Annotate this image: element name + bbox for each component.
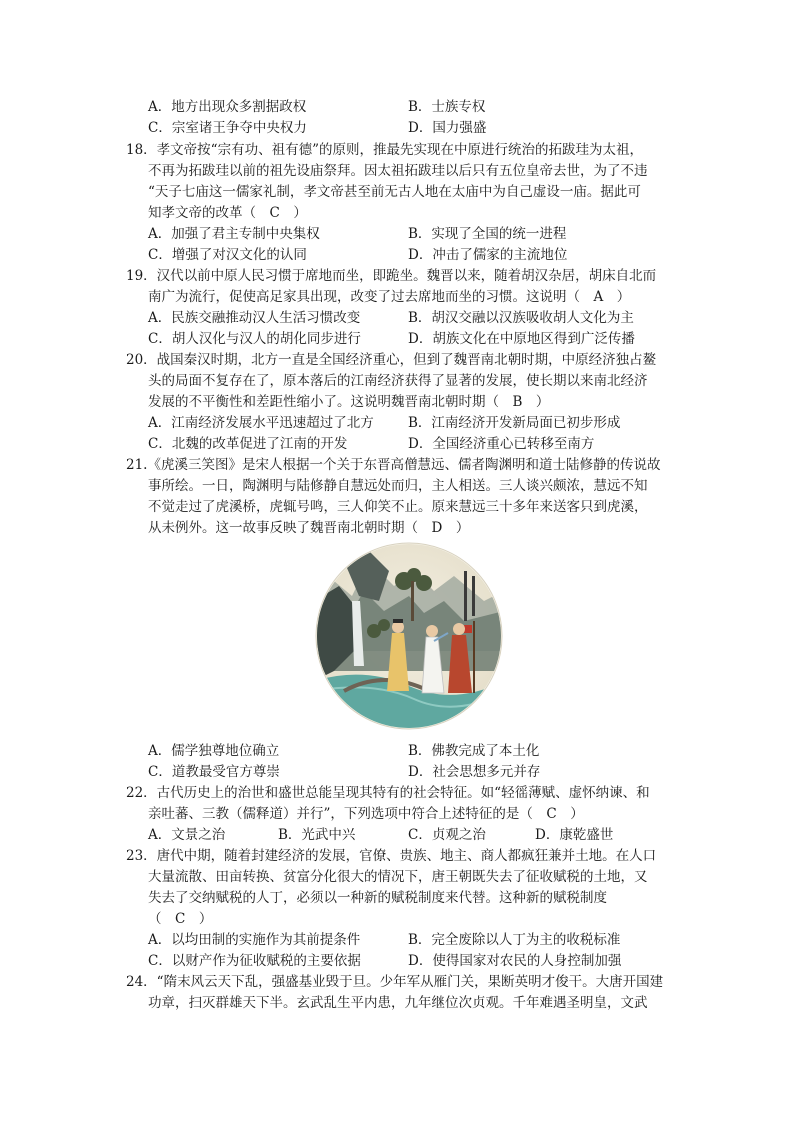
q23-stem-line-4: （ C ） <box>148 911 213 927</box>
q20-stem-line-1: 20．战国秦汉时期，北方一直是全国经济重心，但到了魏晋南北朝时期，中原经济独占鳌 <box>126 352 657 368</box>
q21-stem-line-3: 不觉走过了虎溪桥，虎辄号鸣，三人仰笑不止。原来慧远三十多年来送客只到虎溪， <box>148 499 648 515</box>
q18-option-b: B．实现了全国的统一进程 <box>408 226 567 242</box>
q18-stem-line-1: 18．孝文帝按“宗有功、祖有德”的原则，推最先实现在中原进行统治的拓跋珪为太祖， <box>126 142 643 158</box>
three-laughs-painting <box>314 541 504 731</box>
q20-option-a: A．江南经济发展水平迅速超过了北方 <box>148 415 374 431</box>
q19-stem-line-1: 19．汉代以前中原人民习惯于席地而坐，即跪坐。魏晋以来，随着胡汉杂居，胡床自北而 <box>126 268 657 284</box>
q22-option-a: A．文景之治 <box>148 827 226 843</box>
q19-option-b: B．胡汉交融以汉族吸收胡人文化为主 <box>408 310 634 326</box>
q21-option-b: B．佛教完成了本土化 <box>408 743 540 759</box>
q22-option-d: D．康乾盛世 <box>535 827 614 843</box>
q20-stem-line-3: 发展的不平衡性和差距性缩小了。这说明魏晋南北朝时期（ B ） <box>148 394 550 410</box>
q22-stem-line-2: 亲吐蕃、三教（儒释道）并行”，下列选项中符合上述特征的是（ C ） <box>148 806 584 822</box>
q19-option-d: D．胡族文化在中原地区得到广泛传播 <box>408 331 635 347</box>
q20-option-d: D．全国经济重心已转移至南方 <box>408 436 595 452</box>
q23-option-c: C．以财产作为征收赋税的主要依据 <box>148 953 361 969</box>
q19-option-a: A．民族交融推动汉人生活习惯改变 <box>148 310 361 326</box>
q22-option-c: C．贞观之治 <box>408 827 486 843</box>
q21-stem-line-1: 21.《虎溪三笑图》是宋人根据一个关于东晋高僧慧远、儒者陶渊明和道士陆修静的传说故 <box>126 457 661 473</box>
q18-stem-line-4: 知孝文帝的改革（ C ） <box>148 205 307 221</box>
q22-option-b: B．光武中兴 <box>278 827 356 843</box>
q23-option-d: D．使得国家对农民的人身控制加强 <box>408 953 622 969</box>
q21-stem-line-2: 事所绘。一日，陶渊明与陆修静自慧远处而归，主人相送。三人谈兴颇浓，慧远不知 <box>148 478 648 494</box>
q18-option-c: C．增强了对汉文化的认同 <box>148 247 307 263</box>
q19-stem-line-2: 南广为流行，促使高足家具出现，改变了过去席地而坐的习惯。这说明（ A ） <box>148 289 631 305</box>
q23-option-b: B．完全废除以人丁为主的收税标准 <box>408 932 621 948</box>
q18-option-d: D．冲击了儒家的主流地位 <box>408 247 568 263</box>
q20-option-b: B．江南经济开发新局面已初步形成 <box>408 415 621 431</box>
q20-stem-line-2: 头的局面不复存在了，原本落后的江南经济获得了显著的发展，使长期以来南北经济 <box>148 373 648 389</box>
q20-option-c: C．北魏的改革促进了江南的开发 <box>148 436 348 452</box>
q21-stem-line-4: 从未例外。这一故事反映了魏晋南北朝时期（ D ） <box>148 520 470 536</box>
q17-option-a: A．地方出现众多割据政权 <box>148 99 307 115</box>
q21-option-a: A．儒学独尊地位确立 <box>148 743 280 759</box>
q23-stem-line-1: 23．唐代中期，随着封建经济的发展，官僚、贵族、地主、商人都疯狂兼并土地。在人口 <box>126 848 657 864</box>
q21-option-c: C．道教最受官方尊崇 <box>148 764 280 780</box>
q18-option-a: A．加强了君主专制中央集权 <box>148 226 320 242</box>
q23-stem-line-3: 失去了交纳赋税的人丁，必须以一种新的赋税制度来代替。这种新的赋税制度 <box>148 890 607 906</box>
q17-option-c: C．宗室诸王争夺中央权力 <box>148 120 307 136</box>
q24-stem-line-2: 功章，扫灭群雄天下半。玄武乱生平内患，九年继位次贞观。千年难遇圣明皇，文武 <box>148 995 648 1011</box>
q18-stem-line-3: “天子七庙这一儒家礼制，孝文帝甚至前无古人地在太庙中为自己虚设一庙。据此可 <box>148 184 641 200</box>
q17-option-d: D．国力强盛 <box>408 120 487 136</box>
q23-stem-line-2: 大量流散、田亩转换、贫富分化很大的情况下，唐王朝既失去了征收赋税的土地，又 <box>148 869 648 885</box>
q23-option-a: A．以均田制的实施作为其前提条件 <box>148 932 361 948</box>
q18-stem-line-2: 不再为拓跋珪以前的祖先设庙祭拜。因太祖拓跋珪以后只有五位皇帝去世，为了不违 <box>148 163 648 179</box>
q24-stem-line-1: 24．“隋末风云天下乱，强盛基业毁于旦。少年军从雁门关，果断英明才俊干。大唐开国建 <box>126 974 664 990</box>
q22-stem-line-1: 22．古代历史上的治世和盛世总能呈现其特有的社会特征。如“轻徭薄赋、虚怀纳谏、和 <box>126 785 650 801</box>
q21-option-d: D．社会思想多元并存 <box>408 764 541 780</box>
q17-option-b: B．士族专权 <box>408 99 486 115</box>
q19-option-c: C．胡人汉化与汉人的胡化同步进行 <box>148 331 361 347</box>
